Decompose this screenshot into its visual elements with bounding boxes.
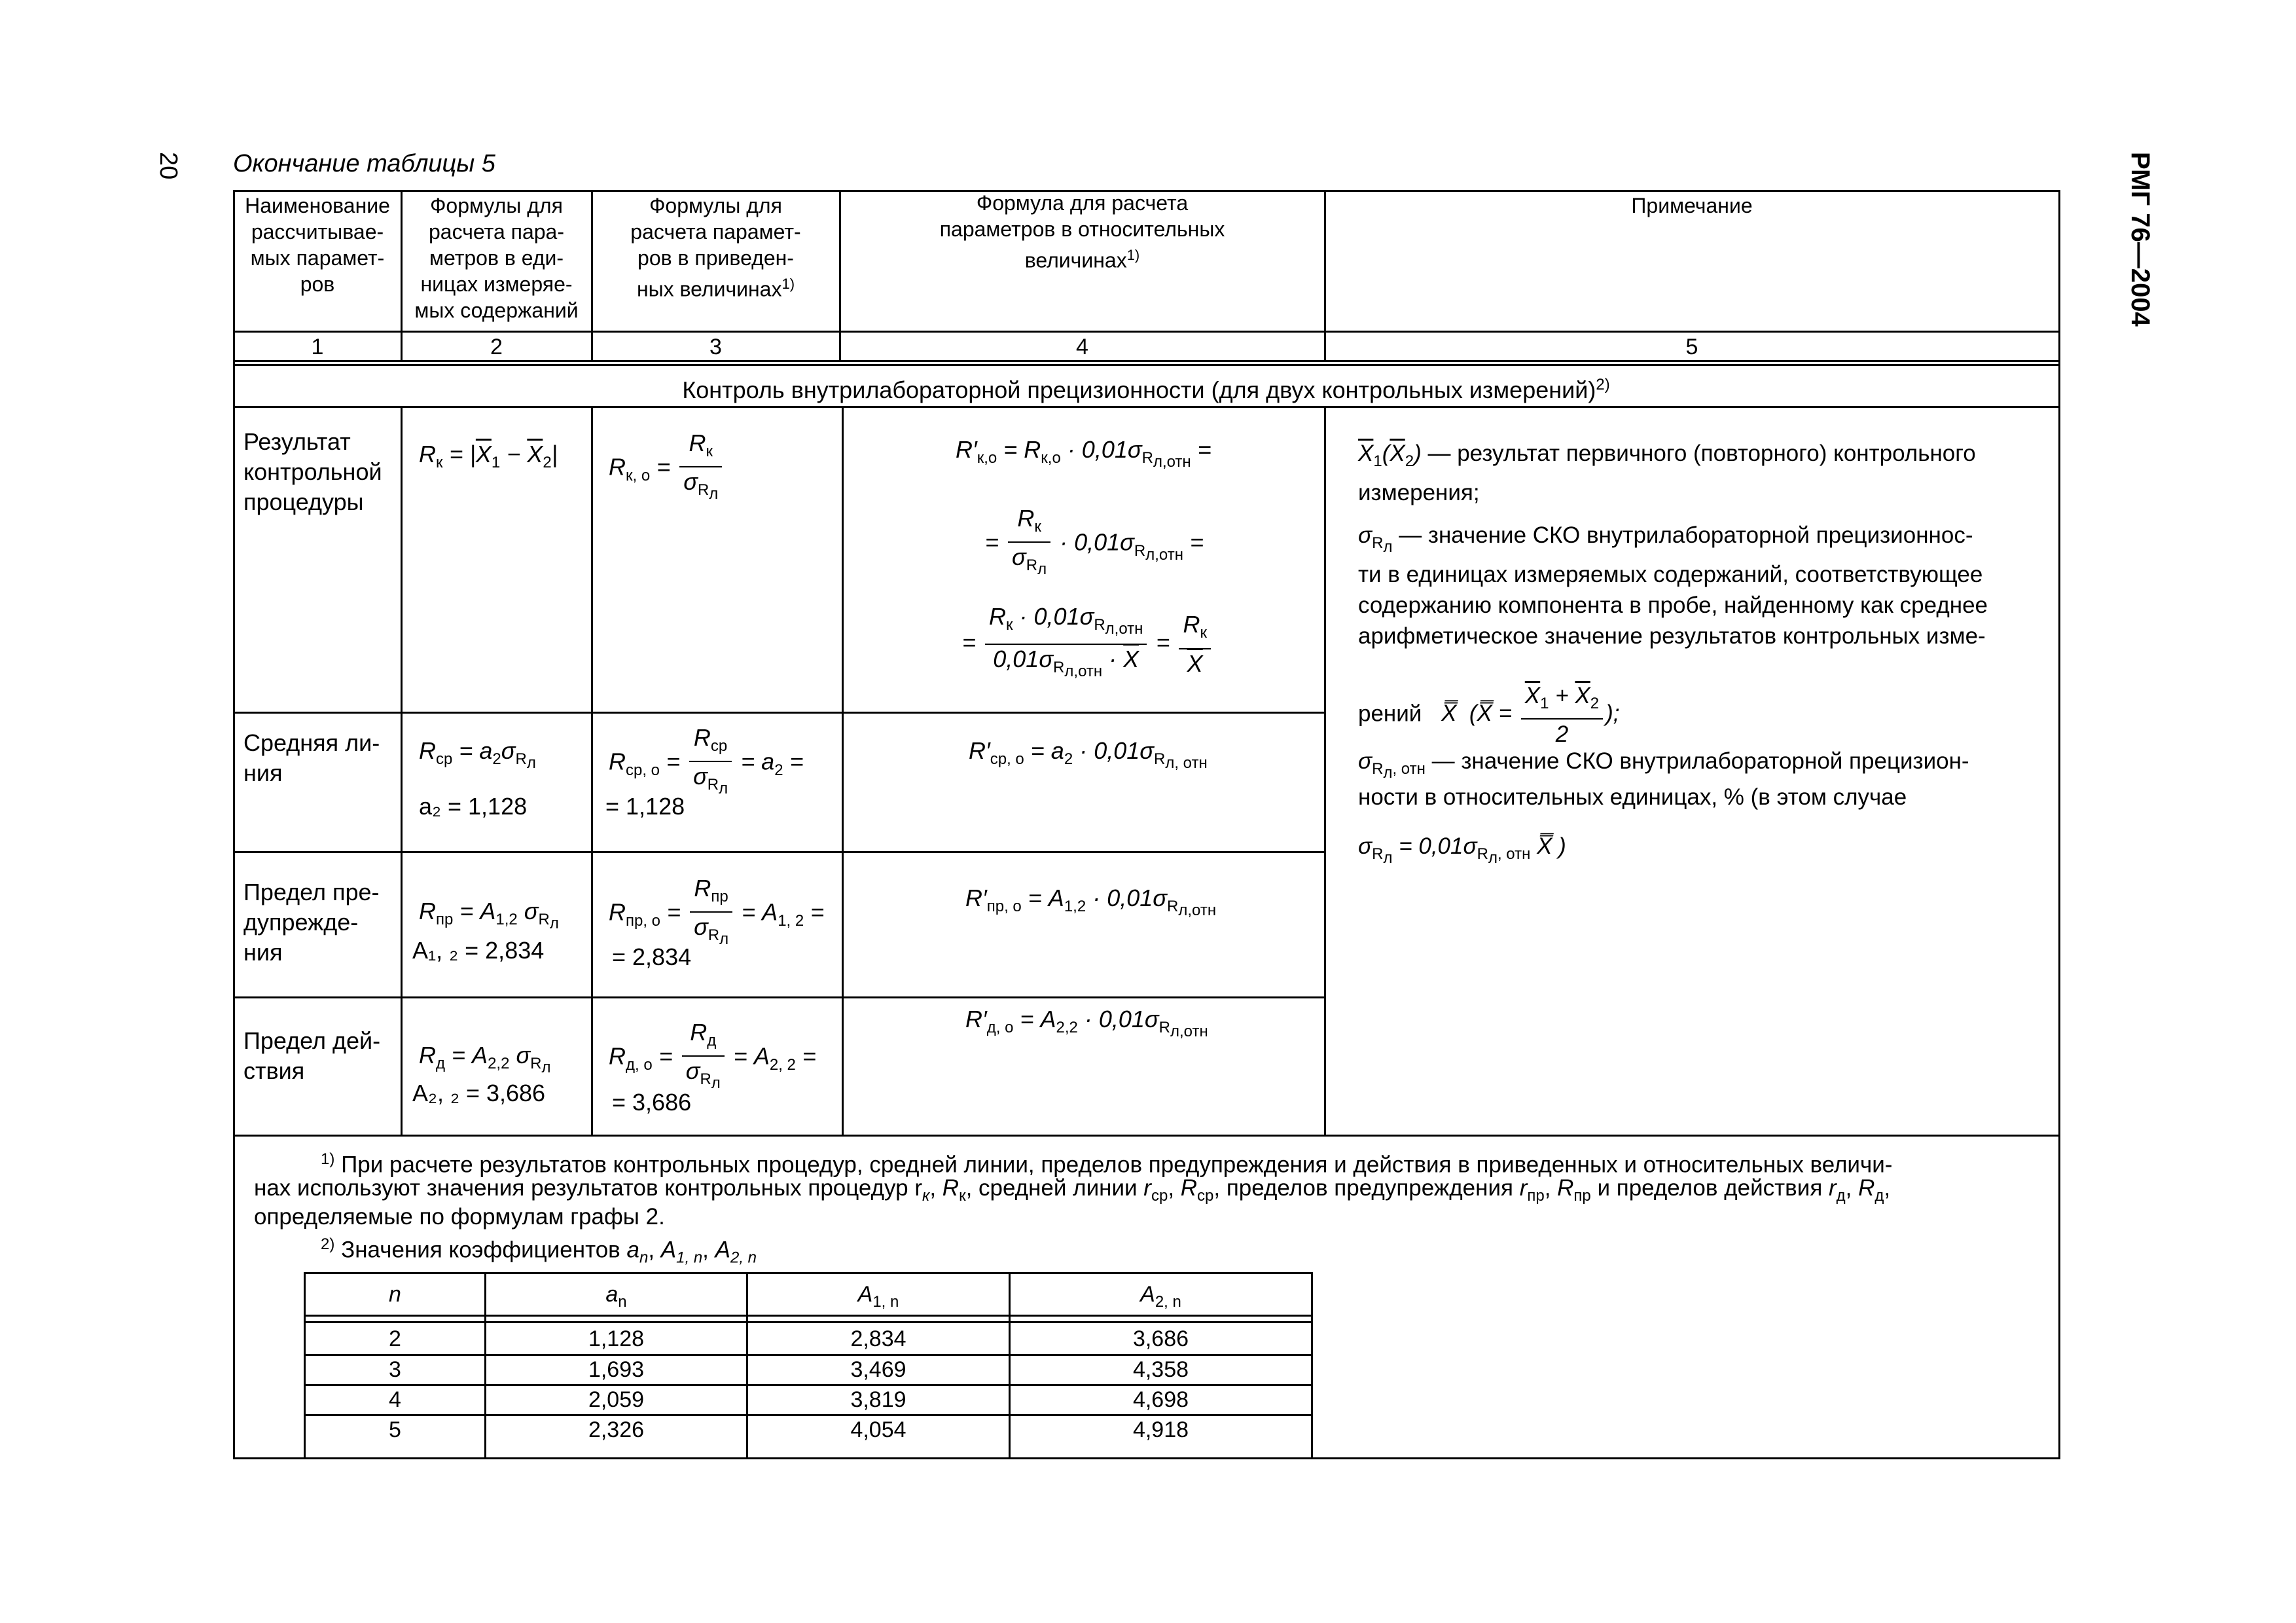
row4-formula-units: $R_д = A_{2,2}$ $\sigma_{R_л}$ <box>419 1042 551 1076</box>
row1-formula-relative-3: = $R_к \cdot 0,01\sigma_{R_{л,отн}}$ $0,01\sigma_{R_{л,отн}} \cdot \overline{X}$ = $R_к$ $\overline{X}$ <box>962 602 1213 686</box>
note-sigma-rel-definition: $\sigma_{R_л, отн}$ — значение СКО внутрилабораторной прецизион- <box>1358 748 1969 782</box>
row2-coef-reduced: = 1,128 <box>605 793 685 820</box>
row1-formula-units: $R_к = |\overline{X}_1 - \overline{X}_2|$ <box>419 441 558 472</box>
header-col1: Наименование рассчитывае- мых парамет- ров <box>245 194 390 296</box>
note-sigma-line5: рений X̿ (X̿ = $\frac{\overline{X}_1 + \overline{X}_2}{2}$ ); <box>1358 681 1620 749</box>
table-caption: Окончание таблицы 5 <box>233 150 495 177</box>
row1-formula-reduced: $R_{к, о}$ = $R_к$ $\sigma_{R_л}$ <box>609 429 725 509</box>
row3-coef-reduced: = 2,834 <box>612 943 692 970</box>
col-number-1: 1 <box>311 335 324 359</box>
header-col3: Формулы для расчета парамет- ров в приведен- ных величинах$^{1)}$ <box>630 194 801 301</box>
row4-name: Предел дей- ствия <box>243 1027 381 1084</box>
header-col5: Примечание <box>1631 194 1753 217</box>
page-number: 20 <box>154 152 182 180</box>
col-number-3: 3 <box>709 335 722 359</box>
row1-name: Результат контрольной процедуры <box>243 428 382 515</box>
header-col2: Формулы для расчета пара- метров в еди- ницах измеряе- мых содержаний <box>414 194 579 322</box>
row2-formula-reduced: $R_{ср, о}$ = $R_{ср}$ $\sigma_{R_л}$ = $a_2$ = <box>609 724 804 798</box>
note-x-definition: $\overline{X}_1(\overline{X}_2)$ — результат первичного (повторного) контрольного <box>1358 441 1976 470</box>
col-number-4: 4 <box>1076 335 1088 359</box>
coef-header-a: $a_n$ <box>605 1282 627 1311</box>
coef-header-a2: $A_{2, n}$ <box>1140 1282 1181 1311</box>
section-title: Контроль внутрилабораторной прецизионности (для двух контрольных измерений)$^{2)}$ <box>682 376 1610 403</box>
note-x-definition-cont: измерения; <box>1358 480 1480 505</box>
row3-formula-units: $R_{пр} = A_{1,2}$ $\sigma_{R_л}$ <box>419 898 559 932</box>
note-sigma-rel-formula: $\sigma_{R_л} = 0,01\sigma_{R_л, отн}$ X̿ ) <box>1358 833 1566 867</box>
row4-coef-units: A₂, ₂ = 3,686 <box>412 1080 546 1106</box>
note-sigma-line2: ти в единицах измеряемых содержаний, соответствующее <box>1358 562 1983 587</box>
row2-name: Средняя ли- ния <box>243 729 380 786</box>
note-sigma-line4: арифметическое значение результатов контрольных изме- <box>1358 623 1986 649</box>
col-number-5: 5 <box>1685 335 1698 359</box>
footnote-1-line2: нах используют значения результатов контрольных процедур $r_к$, $R_к$, средней линии $r_{ср}$, $R_{ср}$, пределов предупреждения $r_{пр}$, $R_{пр}$ и пределов действия $r_д$, $R_д$, <box>254 1175 1891 1205</box>
note-sigma-rel-line2: ности в относительных единицах, % (в этом случае <box>1358 784 1907 810</box>
row3-formula-reduced: $R_{пр, о}$ = $R_{пр}$ $\sigma_{R_л}$ = $A_{1, 2}$ = <box>609 875 825 949</box>
row4-formula-reduced: $R_{д, о}$ = $R_д$ $\sigma_{R_л}$ = $A_{2, 2}$ = <box>609 1019 816 1093</box>
row3-formula-relative: $R'_{пр, о} = A_{1,2} \cdot 0,01\sigma_{R_{л,отн}}$ <box>965 884 1217 919</box>
footnote-1: $^{1)}$ При расчете результатов контрольных процедур, средней линии, пределов предупреждения и действия в приведенных и относительных величи- <box>321 1150 1893 1178</box>
row2-formula-relative: $R'_{ср, о} = a_2 \cdot 0,01\sigma_{R_{л, отн}}$ <box>969 737 1208 772</box>
row3-coef-units: A₁, ₂ = 2,834 <box>412 937 545 964</box>
row4-coef-reduced: = 3,686 <box>612 1089 692 1116</box>
col-number-2: 2 <box>490 335 503 359</box>
row1-formula-relative-2: = $R_к$ $\sigma_{R_л}$ · $0,01\sigma_{R_{л,отн}}$ = <box>985 505 1204 579</box>
header-col4: Формула для расчета параметров в относительных величинах$^{1)}$ <box>939 191 1225 272</box>
note-sigma-definition: $\sigma_{R_л}$ — значение СКО внутрилабораторной прецизионнос- <box>1358 522 1973 556</box>
coef-header-n: n <box>389 1282 401 1307</box>
row1-formula-relative-1: $R'_{к,о} = R_{к,о} \cdot 0,01\sigma_{R_{л,отн}}$ = <box>956 436 1211 471</box>
row3-name: Предел пре- дупрежде- ния <box>243 879 380 966</box>
footnote-2: $^{2)}$ Значения коэффициентов $a_n$, $A_{1, n}$, $A_{2, n}$ <box>321 1235 757 1267</box>
coef-header-a1: $A_{1, n}$ <box>857 1282 899 1311</box>
note-sigma-line3: содержанию компонента в пробе, найденному как среднее <box>1358 593 1988 618</box>
row2-formula-units: $R_{ср} = a_2\sigma_{R_л}$ <box>419 737 536 772</box>
row4-formula-relative: $R'_{д, о} = A_{2,2} \cdot 0,01\sigma_{R_{л,отн}}$ <box>965 1006 1208 1040</box>
row2-coef-units: a₂ = 1,128 <box>419 793 528 820</box>
footnote-1-line3: определяемые по формулам графы 2. <box>254 1204 665 1230</box>
doc-code: РМГ 76—2004 <box>2126 152 2155 327</box>
